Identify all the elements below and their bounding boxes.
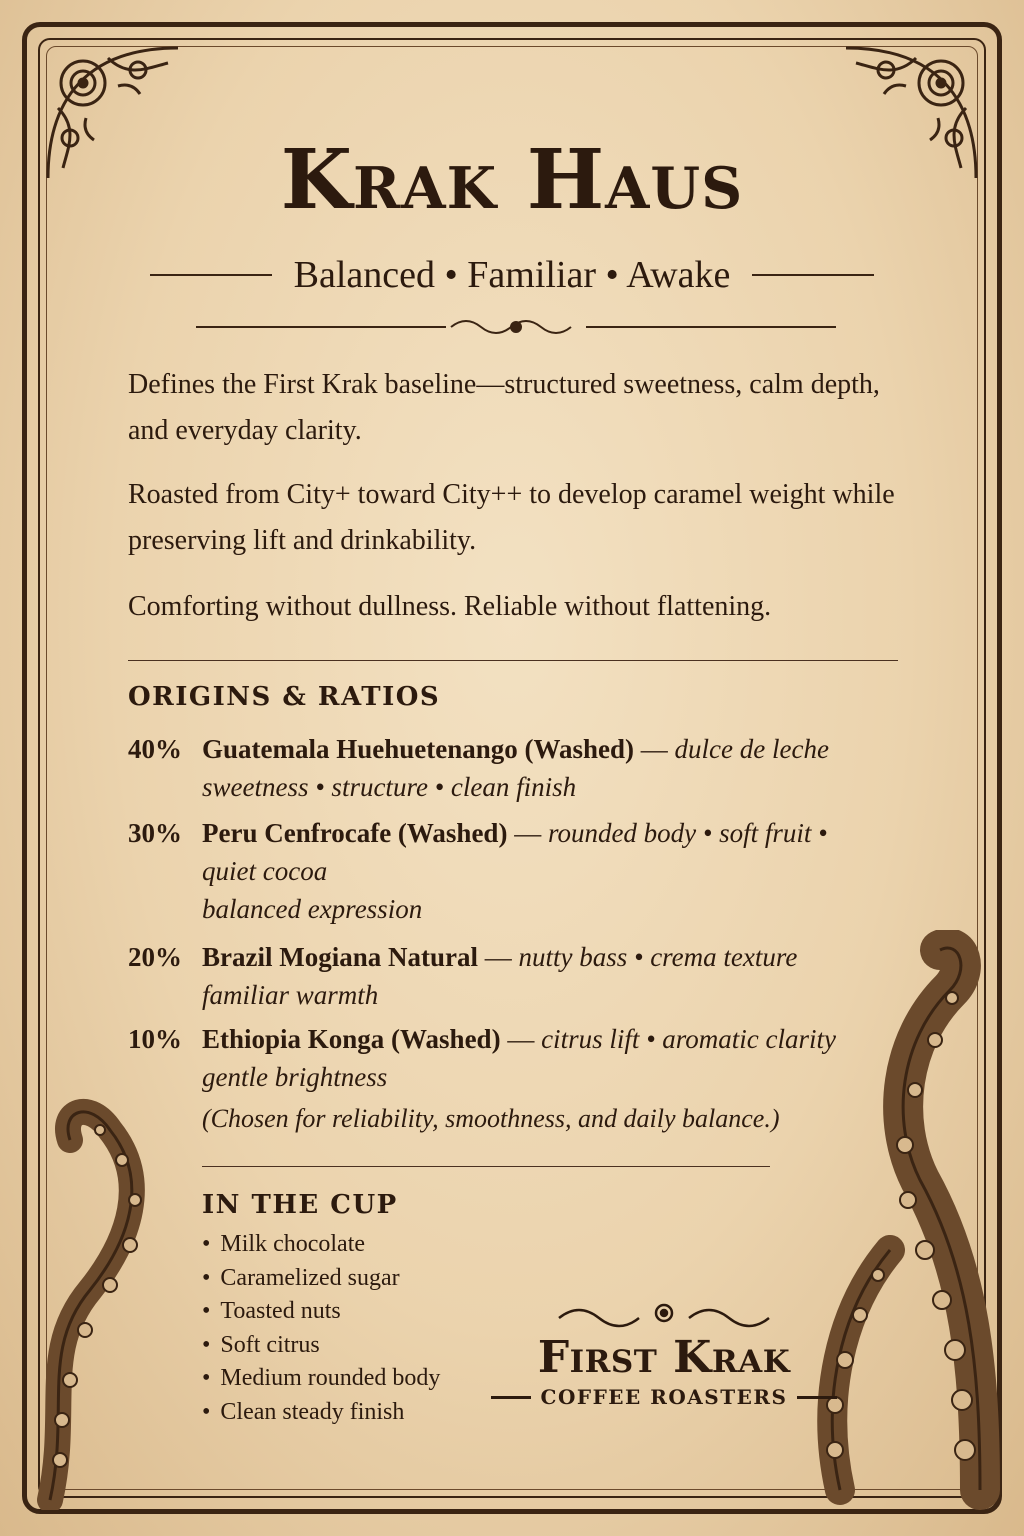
origin-separator: — xyxy=(477,942,519,972)
origin-percentage: 40% xyxy=(128,734,182,764)
tentacle-illustration-right xyxy=(780,930,1010,1510)
header-flourish-divider xyxy=(196,312,836,342)
origin-notes: citrus lift • aromatic clarity xyxy=(541,1024,837,1054)
cup-heading: IN THE CUP xyxy=(202,1190,398,1220)
list-item: • Caramelized sugar xyxy=(202,1262,440,1296)
origin-name: Guatemala Huehuetenango (Washed) xyxy=(202,734,635,764)
origin-notes: quiet cocoa xyxy=(202,856,328,886)
origin-separator: — xyxy=(634,734,675,764)
description-paragraph-3: Comforting without dullness. Reliable without flattening. xyxy=(128,591,772,622)
origin-percentage: 30% xyxy=(128,818,182,848)
origin-notes: sweetness • structure • clean finish xyxy=(202,772,577,802)
section-divider xyxy=(128,660,898,661)
logo-subtitle: COFFEE ROASTERS xyxy=(540,1385,788,1409)
origin-percentage: 20% xyxy=(128,942,182,972)
origin-separator: — xyxy=(500,1024,542,1054)
subtitle-row xyxy=(150,250,874,300)
origin-item xyxy=(128,1020,888,1096)
origins-heading: ORIGINS & RATIOS xyxy=(128,682,441,712)
origin-notes: familiar warmth xyxy=(202,980,379,1010)
tentacle-illustration-left xyxy=(30,1030,180,1510)
origins-footnote: (Chosen for reliability, smoothness, and daily balance.) xyxy=(202,1104,780,1133)
description-paragraph-1: Defines the First Krak baseline—structured sweetness, calm depth, and everyday clarity. xyxy=(128,369,880,446)
list-item: • Clean steady finish xyxy=(202,1396,440,1430)
origin-item xyxy=(128,938,888,1014)
brand-logo xyxy=(490,1298,838,1409)
description-paragraph-2: Roasted from City+ toward City++ to develop caramel weight while preserving lift and drinkability. xyxy=(128,479,895,556)
origin-notes: rounded body • soft fruit • xyxy=(547,818,828,848)
subtitle-rule-left xyxy=(150,274,272,276)
logo-dash-left xyxy=(491,1396,531,1399)
list-item: • Soft citrus xyxy=(202,1329,440,1363)
origin-notes: nutty bass • crema texture xyxy=(518,942,798,972)
origin-name: Brazil Mogiana Natural xyxy=(202,942,478,972)
origin-separator: — xyxy=(507,818,548,848)
logo-name: First Krak xyxy=(537,1332,791,1383)
origin-name: Peru Cenfrocafe (Washed) xyxy=(202,818,508,848)
tasting-notes-list xyxy=(202,1228,440,1430)
origin-notes: dulce de leche xyxy=(674,734,829,764)
origin-item xyxy=(128,730,888,806)
logo-subline xyxy=(490,1385,838,1409)
list-item: • Medium rounded body xyxy=(202,1362,440,1396)
logo-flourish xyxy=(554,1298,774,1328)
product-title: Krak Haus xyxy=(280,132,744,228)
logo-dash-right xyxy=(797,1396,837,1399)
subtitle-rule-right xyxy=(752,274,874,276)
origin-percentage: 10% xyxy=(128,1024,182,1054)
origin-notes: gentle brightness xyxy=(202,1062,388,1092)
origin-notes: balanced expression xyxy=(202,894,423,924)
section-divider xyxy=(202,1166,770,1167)
product-subtitle: Balanced • Familiar • Awake xyxy=(293,254,731,296)
list-item: • Milk chocolate xyxy=(202,1228,440,1262)
origin-name: Ethiopia Konga (Washed) xyxy=(202,1024,501,1054)
origin-item xyxy=(128,814,888,928)
list-item: • Toasted nuts xyxy=(202,1295,440,1329)
